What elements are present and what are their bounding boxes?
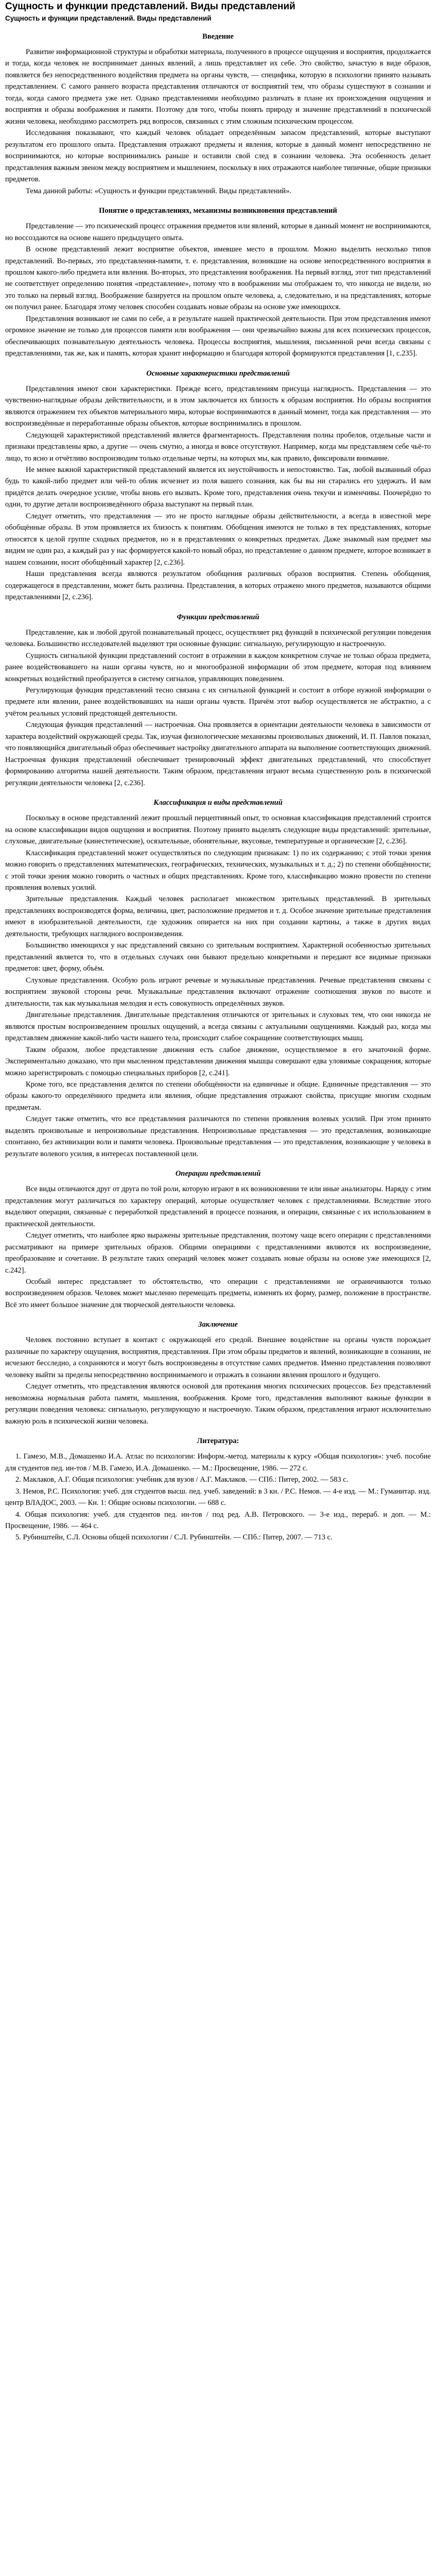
paragraph: Классификация представлений может осуществляться по следующим признакам: 1) по их содержанию; с этой точки зрения можно говорить о представлениях математических, географических, технических, музыкальных и т. д.; 2) по степени обобщённости; с этой точки зрения можно говорить о частных и общих представлениях. Кроме того, классификацию можно провести по степени проявления волевых усилий. bbox=[5, 849, 431, 892]
paragraph: Тема данной работы: «Сущность и функции представлений. Виды представлений». bbox=[26, 187, 291, 195]
document-heading: Сущность и функции представлений. Виды представлений bbox=[5, 14, 212, 22]
paragraph: Зрительные представления. Каждый человек располагает множеством зрительных представлений. В зрительных представлениях воспроизводятся форма, величина, цвет, расположение предметов и т. д. Особое значение зрительные представления имеют в изобразительной деятельности, где художник опирается на них при создании картины, а также в других видах деятельности, требующих наглядного воспроизведения. bbox=[5, 895, 431, 938]
paragraph: Таким образом, любое представление движения есть слабое движение, осуществляемое в его зачаточной форме. Экспериментально доказано, что при мысленном представлении движения мышцы совершают едва уловимые сокращения, которые можно зарегистрировать с помощью специальных приборов [2, с.241]. bbox=[5, 1045, 431, 1077]
paragraph: Следует отметить, что представления являются основой для протекания многих психических процессов. Без представлений невозможна нормальная работа памяти, мышления, воображения. Кроме того, представления выполняют важные функции в регуляции поведения человека: сигнальную, регулирующую и настроечную. Таким образом, представления играют исключительно важную роль в психической жизни человека. bbox=[5, 1382, 431, 1426]
paragraph: Представление — это психический процесс отражения предметов или явлений, которые в данный момент не воспринимаются, но воссоздаются на основе нашего предыдущего опыта. bbox=[5, 222, 431, 242]
paragraph: Наши представления всегда являются результатом обобщения различных образов восприятия. Степень обобщения, содержащегося в представлении, может быть различна. Представления, в которых отражено много предметов, называются общими представлениями [2, с.236]. bbox=[5, 570, 431, 602]
literature-item: 2. Маклаков, А.Г. Общая психология: учебник для вузов / А.Г. Маклаков. — СПб.: Питер, 2002. — 583 с. bbox=[15, 1476, 348, 1484]
paragraph: Следующая функция представлений — настроечная. Она проявляется в ориентации деятельности человека в зависимости от характера воздействий окружающей среды. Так, изучая физиологические механизмы произвольных движений, И. П. Павлов показал, что появляющийся двигательный образ обеспечивает настройку двигательного аппарата на выполнение соответствующих движений. Настроечная функция представлений обеспечивает тренировочный эффект двигательных представлений, что способствует формированию алгоритма нашей деятельности. Таким образом, представления играют весьма существенную роль в психической регуляции деятельности человека [2, с.236]. bbox=[5, 721, 431, 787]
paragraph: Следует отметить, что наиболее ярко выражены зрительные представления, поэтому чаще всего операции с представлениями рассматривают на примере зрительных образов. Общими операциями с представлениями являются их воспроизведение, преобразование и сочетание. В результате таких операций человек может создавать новые образы на основе уже имеющихся [2, с.242]. bbox=[5, 1231, 431, 1275]
site-title: Сущность и функции представлений. Виды представлений bbox=[5, 1, 295, 12]
paragraph: Следует также отметить, что все представления различаются по степени проявления волевых усилий. При этом принято выделять произвольные и непроизвольные представления. Непроизвольные представления — это представления, возникающие спонтанно, без активизации воли и памяти человека. Произвольные представления — это представления, возникающие у человека в результате волевого усилия, в интересах поставленной цели. bbox=[5, 1115, 431, 1158]
paragraph: Представление, как и любой другой познавательный процесс, осуществляет ряд функций в психической регуляции поведения человека. Большинство исследователей выделяют три основные функции: сигнальную, регулирующую и настроечную. bbox=[5, 628, 431, 649]
literature-item: 5. Рубинштейн, С.Л. Основы общей психологии / С.Л. Рубинштейн. — СПб.: Питер, 2007. — 713 с. bbox=[15, 1533, 333, 1542]
paragraph: Сущность сигнальной функции представлений состоит в отражении в каждом конкретном случае не только образа предмета, ранее воздействовавшего на наши органы чувств, но и многообразной информации об этом предмете, которая под влиянием конкретных воздействий преобразуется в систему сигналов, управляющих поведением. bbox=[5, 651, 431, 683]
section-title: Операции представлений bbox=[175, 1170, 261, 1178]
paragraph: Исследования показывают, что каждый человек обладает определённым запасом представлений, которые выступают результатом его прошлого опыта. Представления отражают предметы и явления, которые в данный момент непосредственно не воспринимаются, но которые воспринимались раньше и оставили свой след в сознании человека. Эта особенность делает представления важным звеном между восприятием и мышлением, поскольку в них отражаются наиболее типичные, общие признаки предметов. bbox=[5, 129, 431, 184]
literature-item: 1. Гамезо, М.В., Домашенко И.А. Атлас по психологии: Информ.-метод. материалы к курсу «Общая психология»: учеб. пособие для студентов пед. ин-тов / М.В. Гамезо, И.А. Домашенко. — М.: Просвещение, 1986. — 272 с. bbox=[5, 1452, 431, 1472]
paragraph: Поскольку в основе представлений лежит прошлый перцептивный опыт, то основная классификация представлений строится на основе классификации видов ощущения и восприятия. Поэтому принято выделять следующие виды представлений: зрительные, слуховые, двигательные (кинестетические), осязательные, обонятельные, вкусовые, температурные и органические [2, с.236]. bbox=[5, 814, 431, 846]
section-title: Основные характеристики представлений bbox=[146, 369, 290, 378]
paragraph: Слуховые представления. Особую роль играют речевые и музыкальные представления. Речевые представления связаны с восприятием звуковой стороны речи. Музыкальные представления включают отражение соотношения звуков по высоте и длительности, так как музыкальная мелодия и есть совокупность определённых звуков. bbox=[5, 976, 431, 1008]
paragraph: Кроме того, все представления делятся по степени обобщённости на единичные и общие. Единичные представления — это образы какого-то определённого предмета или явления, общие представления отражают свойства, присущие многим сходным предметам. bbox=[5, 1080, 431, 1112]
paragraph: Все виды отличаются друг от друга по той роли, которую играют в их возникновении те или иные анализаторы. Наряду с этим представления могут различаться по характеру операций, которые осуществляет человек с представлениями. Вследствие этого выделяют операции, связанные с переработкой представлений в процессе познания, и операции, связанные с их использованием в практической деятельности. bbox=[5, 1185, 431, 1228]
paragraph: Следующей характеристикой представлений является фрагментарность. Представления полны пробелов, отдельные части и признаки представлены ярко, а другие — очень смутно, а иногда и вовсе отсутствуют. Например, когда мы представляем себе чьё-то лицо, то ясно и отчётливо воспроизводим только отдельные черты, на которых мы, как правило, фиксировали внимание. bbox=[5, 431, 431, 463]
section-title: Введение bbox=[202, 32, 234, 41]
literature-item: 3. Немов, Р.С. Психология: учеб. для студентов высш. пед. учеб. заведений: в 3 кн. / Р.С. Немов. — 4-е изд. — М.: Гуманитар. изд. центр ВЛАДОС, 2003. — Кн. 1: Общие основы психологии. — 688 с. bbox=[5, 1487, 431, 1507]
literature-item: 4. Общая психология: учеб. для студентов пед. ин-тов / под ред. А.В. Петровского. — 3-е изд., перераб. и доп. — М.: Просвещение, 1986. — 464 с. bbox=[5, 1510, 431, 1530]
section-title: Классификация и виды представлений bbox=[153, 799, 283, 807]
paragraph: Развитие информационной структуры и обработки материала, полученного в процессе ощущения и восприятия, продолжается и тогда, когда человек не воспринимает данных явлений, а лишь представляет их себе. Это свойство, зачастую в виде образов, появляется без непосредственного воздействия предмета на органы чувств, — специфика, которую в психологии принято называть представлением. С самого раннего возраста представления отличаются от восприятий тем, что образы существуют в сознании и тогда, когда самого предмета уже нет. Однако представлениями необходимо различать в плане их происхождения ощущения и восприятия и образы воображения и памяти. Поэтому для того, чтобы понять природу и значение представлений в психической жизни человека, необходимо рассмотреть ряд вопросов, связанных с этим сложным психическим процессом. bbox=[5, 48, 431, 126]
document-body bbox=[5, 32, 431, 1446]
paragraph: Большинство имеющихся у нас представлений связано со зрительным восприятием. Характерной особенностью зрительных представлений является то, что в отдельных случаях они бывают предельно конкретными и передают все видимые признаки предметов: цвет, форму, объём. bbox=[5, 941, 431, 973]
section-title: Функции представлений bbox=[177, 613, 259, 621]
paragraph: Следует отметить, что представления — это не просто наглядные образы действительности, а всегда в известной мере обобщённые образы. В этом проявляется их близость к понятиям. Обобщения имеются не только в тех представлениях, которые относятся к целой группе сходных предметов, но и в представлениях о конкретных предметах. Даже знакомый нам предмет мы видим не один раз, а каждый раз у нас формируется какой-то новый образ, но представление о данном предмете, которое возникает в нашем сознании, носит обобщённый характер [2, с.236]. bbox=[5, 512, 431, 567]
section-title: Заключение bbox=[198, 1320, 238, 1329]
paragraph: Двигательные представления. Двигательные представления отличаются от зрительных и слуховых тем, что они никогда не являются простым воспроизведением прошлых ощущений, а всегда связаны с актуальными ощущениями. Каждый раз, когда мы представляем движение какой-либо части нашего тела, происходит слабое сокращение соответствующих мышц. bbox=[5, 1011, 431, 1043]
paragraph: В основе представлений лежит восприятие объектов, имевшее место в прошлом. Можно выделить несколько типов представлений. Во-первых, это представления-памяти, т. е. представления, возникшие на основе непосредственного восприятия в прошлом какого-либо предмета или явления. Во-вторых, это представления воображения. На первый взгляд, этот тип представлений не соответствует определению понятия «представление», потому что в воображении мы отображаем то, что никогда не видели, но это только на первый взгляд. Воображение базируется на прошлом опыте человека, а, следовательно, и на представлениях, которые он получил ранее. Благодаря этому человек способен создавать новые образы на основе уже имеющихся. bbox=[5, 245, 431, 312]
section-title: Понятие о представлениях, механизмы возникновения представлений bbox=[99, 207, 337, 215]
paragraph: Человек постоянно вступает в контакт с окружающей его средой. Внешнее воздействие на органы чувств порождает различные по характеру ощущения, восприятия, представления. При этом образы предметов и явлений, возникающие в сознании, не исчезают бесследно, а сохраняются и могут быть воспроизведены в отсутствие самих предметов. Именно представления позволяют человеку выйти за пределы непосредственно воспринимаемого и отражать в сознании явления прошлого и будущего. bbox=[5, 1336, 431, 1379]
literature-list bbox=[5, 1451, 431, 1544]
paragraph: Регулирующая функция представлений тесно связана с их сигнальной функцией и состоит в отборе нужной информации о предмете или явлении, ранее воздействовавших на наши органы чувств. Причём этот выбор осуществляется не абстрактно, а с учётом реальных условий предстоящей деятельности. bbox=[5, 686, 431, 718]
paragraph: Особый интерес представляет то обстоятельство, что операции с представлениями не ограничиваются только воспроизведением образов. Человек может мысленно перемещать предметы, изменять их форму, размер, положение в пространстве. Всё это имеет большое значение для творческой деятельности человека. bbox=[5, 1278, 431, 1309]
paragraph: Не менее важной характеристикой представлений является их неустойчивость и непостоянство. Так, любой вызванный образ будь то какой-либо предмет или чей-то облик исчезнет из поля вашего сознания, как бы вы ни старались его удержать. И вам придётся делать очередное усилие, чтобы вновь его вызвать. Кроме того, представления очень текучи и изменчивы. Поочерёдно то одни, то другие детали воспроизведённого образа выступают на первый план. bbox=[5, 466, 431, 509]
paragraph: Представления возникают не сами по себе, а в результате нашей практической деятельности. При этом представления имеют огромное значение не только для процессов памяти или воображения — они чрезвычайно важны для всех психических процессов, обеспечивающих познавательную деятельность человека. Процессы восприятия, мышления, письменной речи всегда связаны с представлениями, так же, как и память, которая хранит информацию и благодаря которой формируются представления [1, с.235]. bbox=[5, 314, 431, 358]
section-title: Литература: bbox=[197, 1437, 239, 1446]
paragraph: Представления имеют свои характеристики. Прежде всего, представлениям присуща наглядность. Представления — это чувственно-наглядные образы действительности, и в этом заключается их близость к образам восприятия. Но образы восприятия являются отражением тех объектов материального мира, которые воспринимаются в данный момент, тогда как представления — это воспроизведённые и переработанные образы объектов, которые воспринимались в прошлом. bbox=[5, 384, 431, 428]
